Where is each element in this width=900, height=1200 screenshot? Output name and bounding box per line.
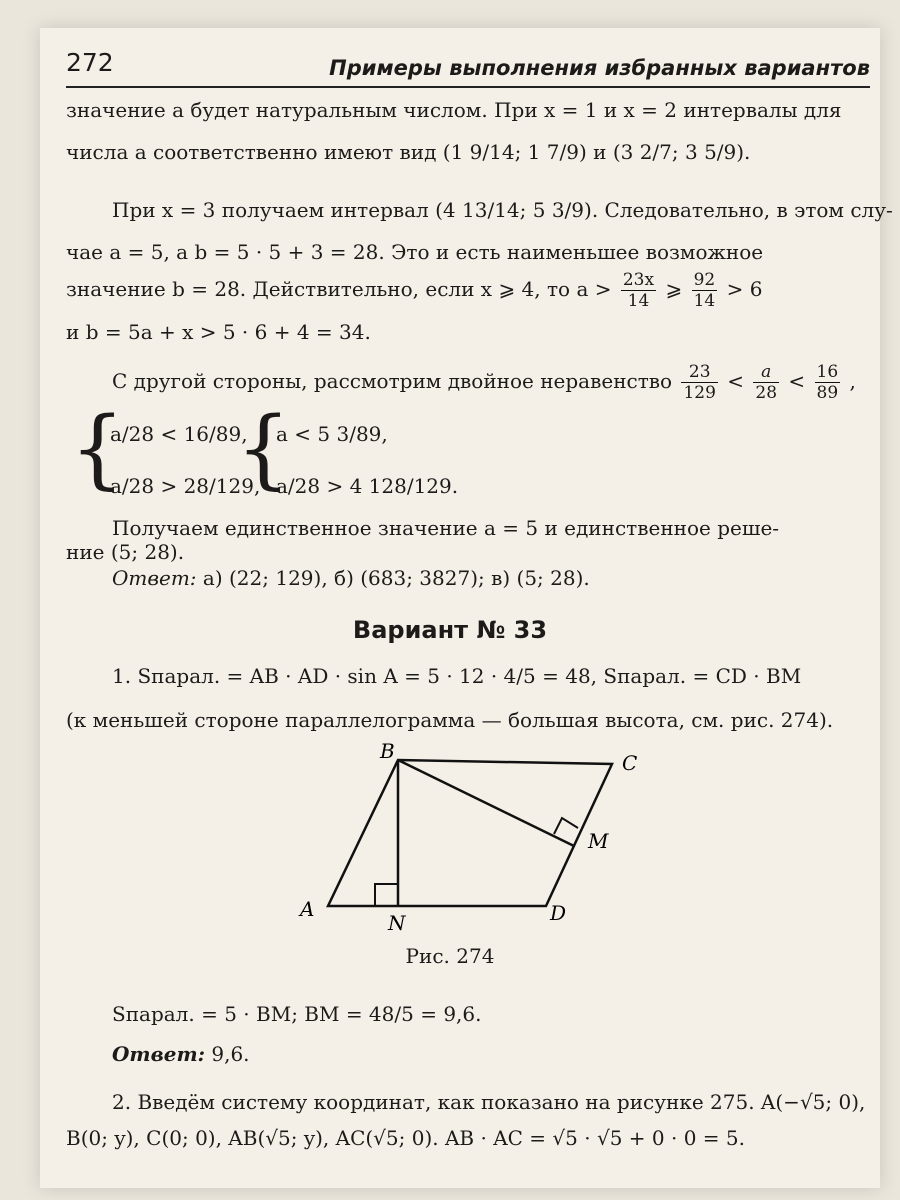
text-span: числа a соответственно имеют вид [66,140,437,164]
system-row: a/28 < 16/89, [110,422,248,446]
inequality-system [66,399,566,514]
numerator: 23 [681,362,717,383]
denominator: 14 [693,291,716,311]
vertex-label-b: B [380,739,395,763]
text-line: ние (5; 28). [66,540,185,564]
text-line: Sпарал. = 5 · BM; BM = 48/5 = 9,6. [112,1002,482,1026]
vertex-label-n: N [388,911,406,935]
fraction [681,362,717,403]
vertex-label-m: M [588,829,609,853]
numerator: 92 [693,270,716,290]
text-span: Следовательно, в этом слу- [604,198,893,222]
system-row: a/28 > 28/129, [110,474,261,498]
denominator: 14 [627,291,650,311]
answer-line [66,1042,900,1066]
answer-text: 9,6. [211,1042,250,1066]
text-span: > 6 [726,277,763,301]
brace: { [236,399,291,499]
vertex-label-c: C [622,751,638,775]
page-header [66,42,870,88]
answer-line [66,566,900,590]
running-title: Примеры выполнения избранных вариантов [329,56,870,80]
numerator: 16 [816,362,839,382]
system-row: a/28 > 4 128/129. [276,474,459,498]
right-angle-n [375,884,398,906]
text-line: (к меньшей стороне параллелограмма — большая высота, см. рис. 274). [66,708,834,732]
brace: { [70,399,125,499]
text-span: < [727,369,745,393]
denominator: 28 [755,383,778,403]
interval-expression: (1 9/14; 1 7/9) [442,140,587,164]
vertex-label-a: A [300,897,315,921]
text-line [66,270,876,311]
system-row: a < 5 3/89, [276,422,388,446]
text-span: ⩾ [665,277,683,301]
text-span: < [788,369,806,393]
numerator: a [753,362,779,383]
fraction [621,270,656,311]
text-line: значение a будет натуральным числом. При x = 1 и x = 2 интервалы для [66,98,842,122]
text-line: B(0; y), C(0; 0), AB(√5; y), AC(√5; 0). AB · AC = √5 · √5 + 0 · 0 = 5. [66,1126,745,1150]
text-line: Получаем единственное значение a = 5 и единственное реше- [112,516,780,540]
figure-caption: Рис. 274 [405,944,495,968]
denominator: 129 [683,383,716,403]
right-angle-m [554,818,578,834]
fraction [815,362,841,403]
text-line: 2. Введём систему координат, как показано на рисунке 275. A(−√5; 0), [112,1090,866,1114]
text-span: , [849,369,856,393]
text-line: 1. Sпарал. = AB · AD · sin A = 5 · 12 · 4/5 = 48, Sпарал. = CD · BM [112,664,802,688]
answer-text: а) (22; 129), б) (683; 3827); в) (5; 28). [202,566,590,590]
vertex-label-d: D [550,901,567,925]
denominator: 89 [816,383,839,403]
text-line [66,140,876,164]
section-title: Вариант № 33 [352,616,548,644]
text-span: значение b = 28. Действительно, если x ⩾ 4, то a > [66,277,612,301]
parallelogram-figure [0,736,900,936]
interval-expression: (3 2/7; 3 5/9). [612,140,751,164]
text-span: При x = 3 получаем интервал [112,198,429,222]
fraction [753,362,779,403]
page-number: 272 [66,48,114,77]
text-line: и b = 5a + x > 5 · 6 + 4 = 34. [66,320,371,344]
answer-label: Ответ: [112,566,197,590]
fraction [692,270,718,311]
height-bm [398,760,574,846]
text-line [66,362,900,403]
numerator: 23x [622,270,655,290]
interval-expression: (4 13/14; 5 3/9). [435,198,599,222]
text-span: и [593,140,607,164]
text-line: чае a = 5, а b = 5 · 5 + 3 = 28. Это и есть наименьшее возможное [66,240,764,264]
parallelogram [328,760,612,906]
text-span: С другой стороны, рассмотрим двойное неравенство [112,369,673,393]
text-line [66,198,900,222]
answer-label: Ответ: [112,1042,205,1066]
